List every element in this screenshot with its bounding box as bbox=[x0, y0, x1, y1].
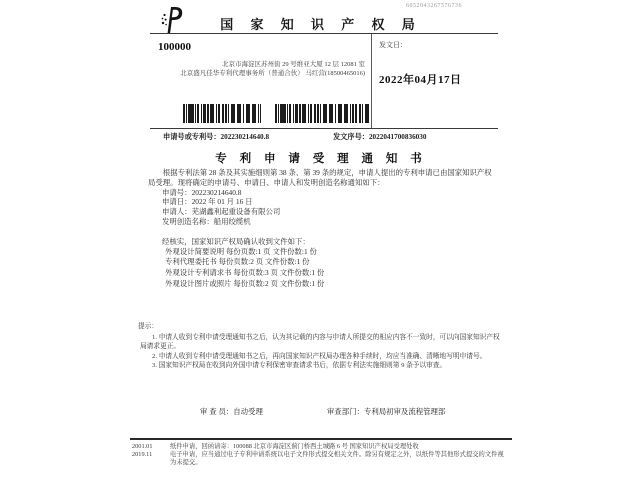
department-field bbox=[327, 406, 445, 417]
issue-date-value: 2022年04月17日 bbox=[379, 74, 462, 86]
notice-body bbox=[148, 168, 498, 290]
tips-label: 提示： bbox=[138, 323, 159, 330]
notice-title: 专 利 申 请 受 理 通 知 书 bbox=[215, 153, 427, 165]
recipient-postcode: 100000 bbox=[158, 41, 191, 53]
barcode bbox=[183, 104, 261, 123]
recipient-info-box bbox=[150, 33, 498, 129]
examiner-label: 审 查 员： bbox=[200, 407, 234, 416]
dispatch-serial-label: 发文序号： bbox=[333, 133, 369, 141]
footer-form-codes bbox=[132, 443, 152, 459]
tip-item-3: 3. 国家知识产权局在收到向外国申请专利保密审查请求书后，依据专利法实施细则第 9 条予以审查。 bbox=[152, 362, 447, 370]
footer-instruction-line2: 电子申请，应当通过电子专利申请系统以电子文件形式提交相关文件。除另有规定之外，以纸件等其他形式提交的文件视为未提交。 bbox=[170, 451, 504, 467]
examiner-field bbox=[200, 406, 263, 417]
footer-form-code: 2019.11 bbox=[132, 451, 153, 459]
field-application-date: 申请日：2022 年 01 月 16 日 bbox=[162, 197, 253, 207]
received-document-item: 专利代理委托书 每份页数:2 页 文件份数:1 份 bbox=[165, 257, 310, 267]
recipient-address-line1: 北京市海淀区苏州街 29 号维亚大厦 12 层 12081 室 bbox=[222, 61, 365, 68]
field-applicant: 申请人：芜湖鑫利起重设备有限公司 bbox=[162, 207, 281, 217]
tip-item-2: 2. 申请人收到专利申请受理通知书之后，再向国家知识产权局办理各种手续时，均应当准确、清晰地写明申请号。 bbox=[152, 352, 487, 360]
application-number-value: 202230214640.8 bbox=[220, 133, 270, 141]
dispatch-serial-number bbox=[333, 132, 426, 142]
footer-divider bbox=[130, 438, 512, 440]
patent-notice-document bbox=[130, 0, 512, 480]
document-header bbox=[130, 6, 512, 34]
examiner-value: 自动受理 bbox=[233, 407, 263, 416]
document-serial-number: 6052043267576736 bbox=[406, 3, 462, 9]
org-name: 国 家 知 识 产 权 局 bbox=[220, 17, 422, 32]
application-number-label: 申请号或专利号： bbox=[163, 133, 221, 141]
department-label: 审查部门： bbox=[327, 407, 364, 416]
received-document-item: 外观设计专利请求书 每份页数:3 页 文件份数:1 份 bbox=[165, 268, 325, 278]
received-document-item: 外观设计图片或照片 每份页数:2 页 文件份数:1 份 bbox=[165, 278, 325, 288]
footer-instructions bbox=[170, 443, 510, 468]
footer-form-code: 2001.01 bbox=[132, 443, 153, 450]
field-application-no: 申请号：202230214640.8 bbox=[162, 187, 242, 197]
recipient-address bbox=[155, 60, 365, 78]
barcode bbox=[275, 104, 369, 123]
application-number bbox=[163, 132, 269, 142]
tip-item-1: 1. 申请人收到专利申请受理通知书之后，认为其记载的内容与申请人所提交的相应内容不一致时，可以向国家知识产权局请求更正。 bbox=[140, 333, 500, 351]
dispatch-serial-value: 2022041700836030 bbox=[368, 133, 427, 141]
field-invention-name: 发明创造名称：船用绞缆机 bbox=[162, 216, 251, 226]
issue-date-cell bbox=[371, 34, 505, 128]
signoff-row bbox=[130, 406, 512, 418]
numbers-row bbox=[150, 132, 498, 144]
received-document-item: 外观设计简要说明 每份页数:1 页 文件份数:1 份 bbox=[165, 246, 317, 256]
footer-instruction-line1: 纸件申请，回函请寄：100088 北京市海淀区蓟门桥西土城路 6 号 国家知识产权局受理处收 bbox=[170, 443, 419, 450]
notice-intro: 根据专利法第 28 条及其实施细则第 38 条、第 39 条的规定，申请人提出的专利申请已由国家知识产权局受理。现将确定的申请号、申请日、申请人和发明创造名称通知如下： bbox=[148, 168, 492, 187]
tips-section bbox=[138, 322, 506, 371]
department-value: 专利局初审及流程管理部 bbox=[363, 407, 446, 416]
issue-date-label: 发文日： bbox=[379, 41, 407, 49]
recipient-cell bbox=[150, 34, 371, 128]
recipient-address-line2: 北京盛凡佳华专利代理事务所（普通合伙） 马红营(18500465016) bbox=[180, 70, 365, 77]
received-documents-intro: 经核实，国家知识产权局确认收到文件如下： bbox=[162, 236, 310, 246]
